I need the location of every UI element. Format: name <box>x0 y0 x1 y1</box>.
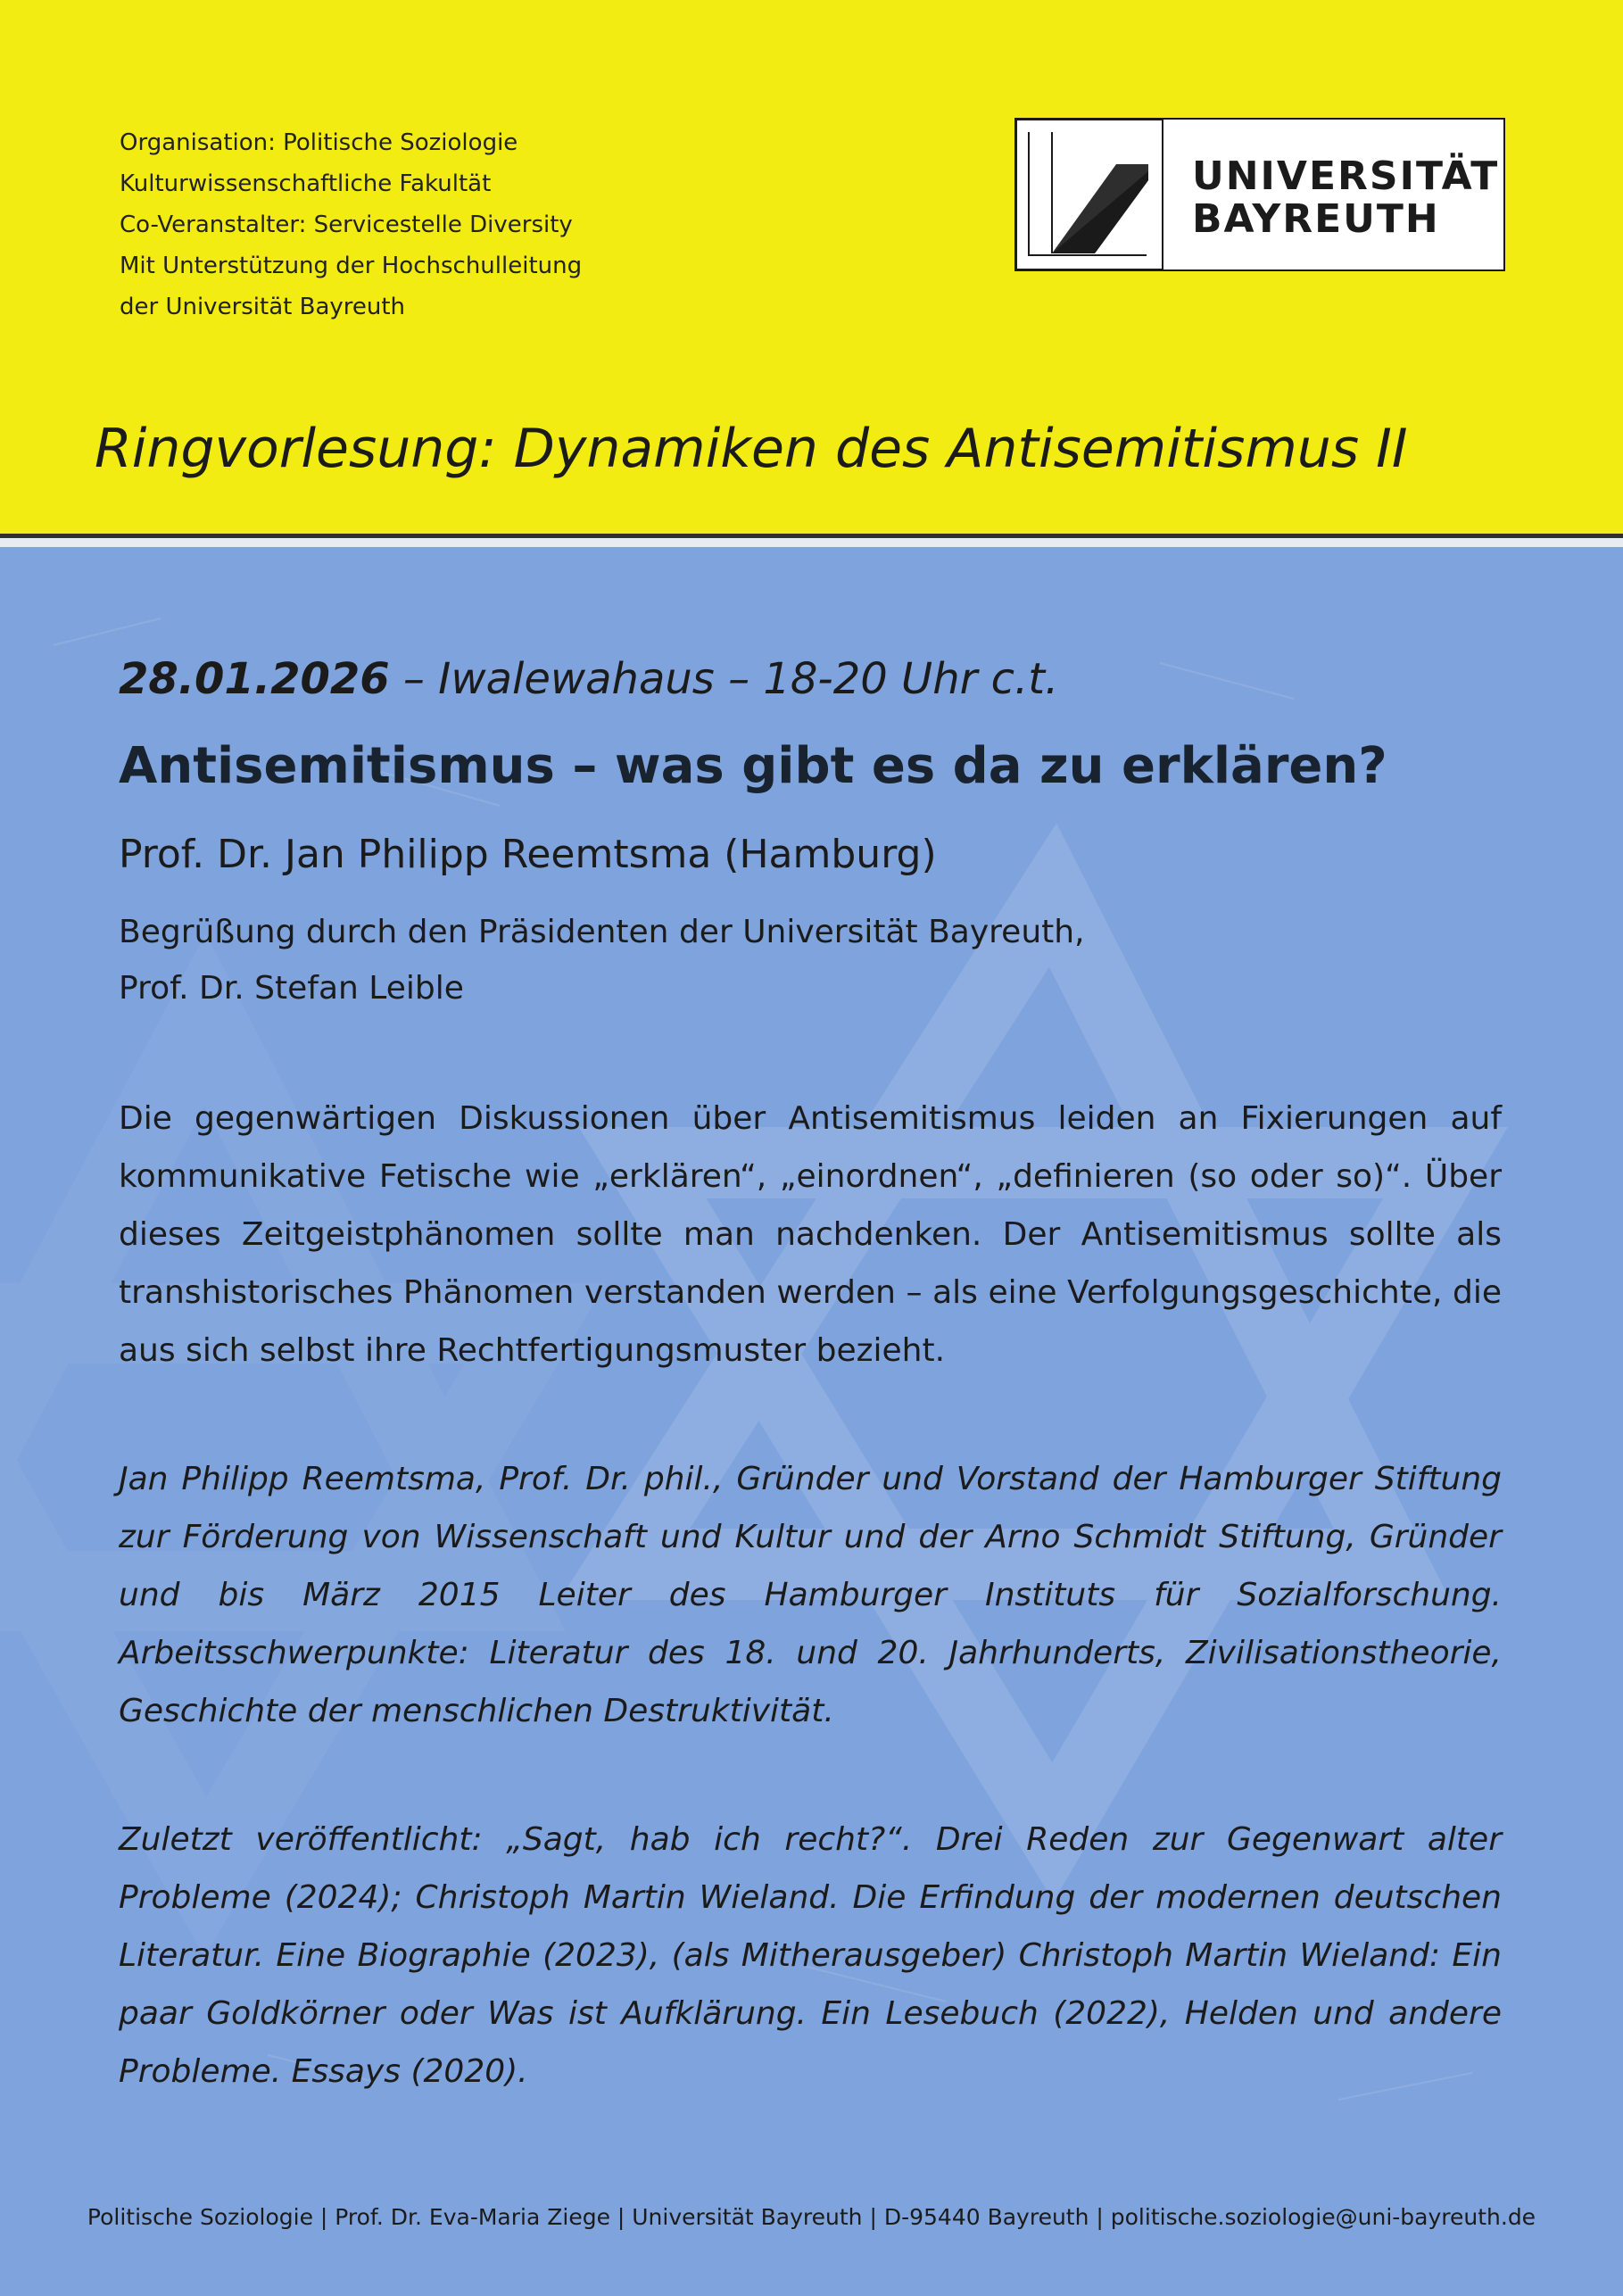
main-content-area <box>0 538 1623 2296</box>
university-bayreuth-logo-mark <box>1016 120 1166 269</box>
talk-title: Antisemitismus – was gibt es da zu erklären? <box>119 737 1387 795</box>
event-location-time: – Iwalewahaus – 18-20 Uhr c.t. <box>389 654 1059 704</box>
logo-line-1: UNIVERSITÄT <box>1192 153 1500 199</box>
organisation-line: der Universität Bayreuth <box>120 294 406 320</box>
welcome-line: Begrüßung durch den Präsidenten der Universität Bayreuth, <box>119 914 1085 950</box>
welcome-line: Prof. Dr. Stefan Leible <box>119 970 464 1007</box>
event-dateline <box>119 652 1058 706</box>
footer-contact: Politische Soziologie | Prof. Dr. Eva-Maria Ziege | Universität Bayreuth | D-95440 Bayreuth | politische.soziologie@uni-bayreuth.de <box>87 2204 1536 2230</box>
organisation-line: Organisation: Politische Soziologie <box>120 129 518 156</box>
organisation-line: Co-Veranstalter: Servicestelle Diversity <box>120 211 573 238</box>
speaker-name: Prof. Dr. Jan Philipp Reemtsma (Hamburg) <box>119 832 937 877</box>
university-logo <box>1014 118 1505 271</box>
series-title: Ringvorlesung: Dynamiken des Antisemitismus II <box>95 418 1408 480</box>
organisation-block <box>120 122 673 327</box>
welcome-note <box>119 904 1085 1016</box>
organisation-line: Kulturwissenschaftliche Fakultät <box>120 170 492 197</box>
organisation-line: Mit Unterstützung der Hochschulleitung <box>120 253 583 279</box>
speaker-publications: Zuletzt veröffentlicht: „Sagt, hab ich recht?“. Drei Reden zur Gegenwart alter Probleme (2024); Christoph Martin Wieland. Die Erfindung der modernen deutschen Literatur. Eine Biographie (2023), (als Mitherausgeber) Christoph Martin Wieland: Ein paar Goldkörner oder Was ist Aufklärung. Ein Lesebuch (2022), Helden und andere Probleme. Essays (2020). <box>119 1821 1502 2090</box>
logo-line-2: BAYREUTH <box>1192 196 1440 242</box>
speaker-bio: Jan Philipp Reemtsma, Prof. Dr. phil., Gründer und Vorstand der Hamburger Stiftung zur Förderung von Wissenschaft und Kultur und der Arno Schmidt Stiftung, Gründer und bis März 2015 Leiter des Hamburger Instituts für Sozialforschung. Arbeitsschwerpunkte: Literatur des 18. und 20. Jahrhunderts, Zivilisationstheorie, Geschichte der menschlichen Destruktivität. <box>119 1461 1502 1729</box>
talk-abstract: Die gegenwärtigen Diskussionen über Antisemitismus leiden an Fixierungen auf kommunikative Fetische wie „erklären“, „einordnen“, „definieren (so oder so)“. Über dieses Zeitgeistphänomen sollte man nachdenken. Der Antisemitismus sollte als transhistorisches Phänomen verstanden werden – als eine Verfolgungsgeschichte, die aus sich selbst ihre Rechtfertigungsmuster bezieht. <box>119 1100 1502 1369</box>
event-date: 28.01.2026 <box>119 654 390 704</box>
header-banner <box>0 0 1623 538</box>
logo-wordmark <box>1192 155 1499 241</box>
